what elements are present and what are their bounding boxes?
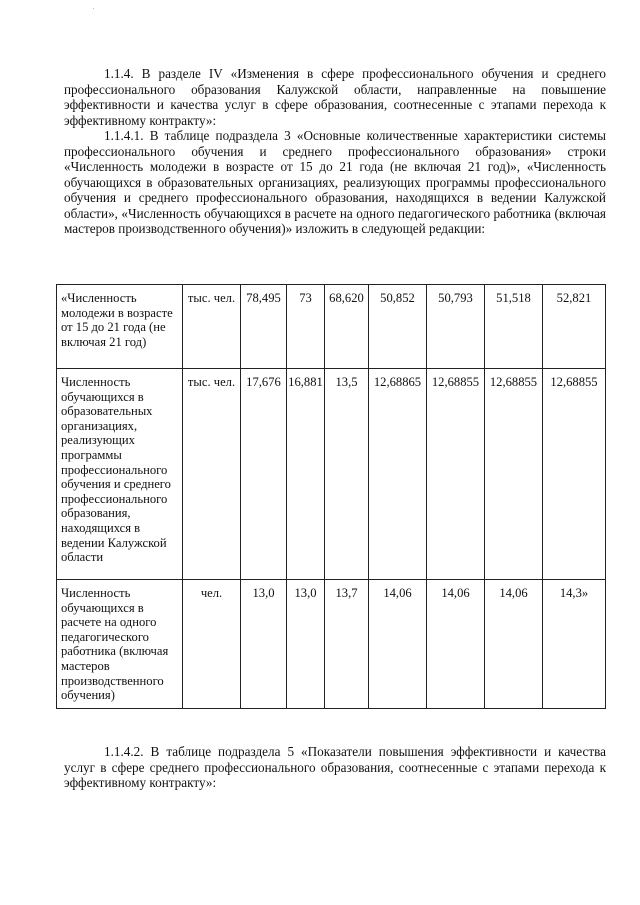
value-cell: 12,68855 xyxy=(485,369,543,580)
unit-cell: чел. xyxy=(183,580,241,709)
value-cell: 13,5 xyxy=(325,369,369,580)
value-cell: 51,518 xyxy=(485,285,543,369)
paragraph-1-1-4 xyxy=(64,66,606,128)
value-cell: 50,852 xyxy=(369,285,427,369)
paragraph-1-1-4-text: 1.1.4. В разделе IV «Изменения в сфере профессионального обучения и среднего профессионального образования Калужской области, направленные на повышение эффективности и качества услуг в сфере образования, соотнесенные с этапами перехода к эффективному контракту»: xyxy=(64,66,606,128)
value-cell: 16,881 xyxy=(287,369,325,580)
unit-cell: тыс. чел. xyxy=(183,285,241,369)
paragraph-1-1-4-1 xyxy=(64,128,606,237)
table-row xyxy=(57,285,606,369)
value-cell: 13,0 xyxy=(287,580,325,709)
scan-speck xyxy=(93,8,94,9)
value-cell: 14,06 xyxy=(485,580,543,709)
paragraph-1-1-4-2-text: 1.1.4.2. В таблице подраздела 5 «Показатели повышения эффективности и качества услуг в сфере среднего профессионального образования, соотнесенные с этапами перехода к эффективному контракту»: xyxy=(64,744,606,790)
value-cell: 78,495 xyxy=(241,285,287,369)
value-cell: 17,676 xyxy=(241,369,287,580)
row-label: Численность обучающихся в расчете на одного педагогического работника (включая мастеров производственного обучения) xyxy=(57,580,183,709)
unit-cell: тыс. чел. xyxy=(183,369,241,580)
row-label: Численность обучающихся в образовательных организациях, реализующих программы профессионального обучения и среднего профессионального образования, находящихся в ведении Калужской области xyxy=(57,369,183,580)
value-cell: 13,0 xyxy=(241,580,287,709)
value-cell: 68,620 xyxy=(325,285,369,369)
paragraph-1-1-4-1-text: 1.1.4.1. В таблице подраздела 3 «Основные количественные характеристики системы профессионального обучения и среднего профессионального образования» строки «Численность молодежи в возрасте от 15 до 21 года (не включая 21 год)», «Численность обучающихся в образовательных организациях, реализующих программы профессионального обучения и среднего профессионального образования, находящихся в ведении Калужской области», «Численность обучающихся в расчете на одного педагогического работника (включая мастеров производственного обучения)» изложить в следующей редакции: xyxy=(64,128,606,236)
value-cell: 12,68865 xyxy=(369,369,427,580)
value-cell: 14,06 xyxy=(427,580,485,709)
row-label: «Численность молодежи в возрасте от 15 до 21 года (не включая 21 год) xyxy=(57,285,183,369)
value-cell: 14,3» xyxy=(543,580,606,709)
value-cell: 73 xyxy=(287,285,325,369)
indicators-table xyxy=(56,284,606,709)
value-cell: 12,68855 xyxy=(427,369,485,580)
value-cell: 12,68855 xyxy=(543,369,606,580)
value-cell: 52,821 xyxy=(543,285,606,369)
table-row xyxy=(57,369,606,580)
value-cell: 14,06 xyxy=(369,580,427,709)
value-cell: 50,793 xyxy=(427,285,485,369)
paragraph-1-1-4-2 xyxy=(64,744,606,791)
value-cell: 13,7 xyxy=(325,580,369,709)
table-row xyxy=(57,580,606,709)
